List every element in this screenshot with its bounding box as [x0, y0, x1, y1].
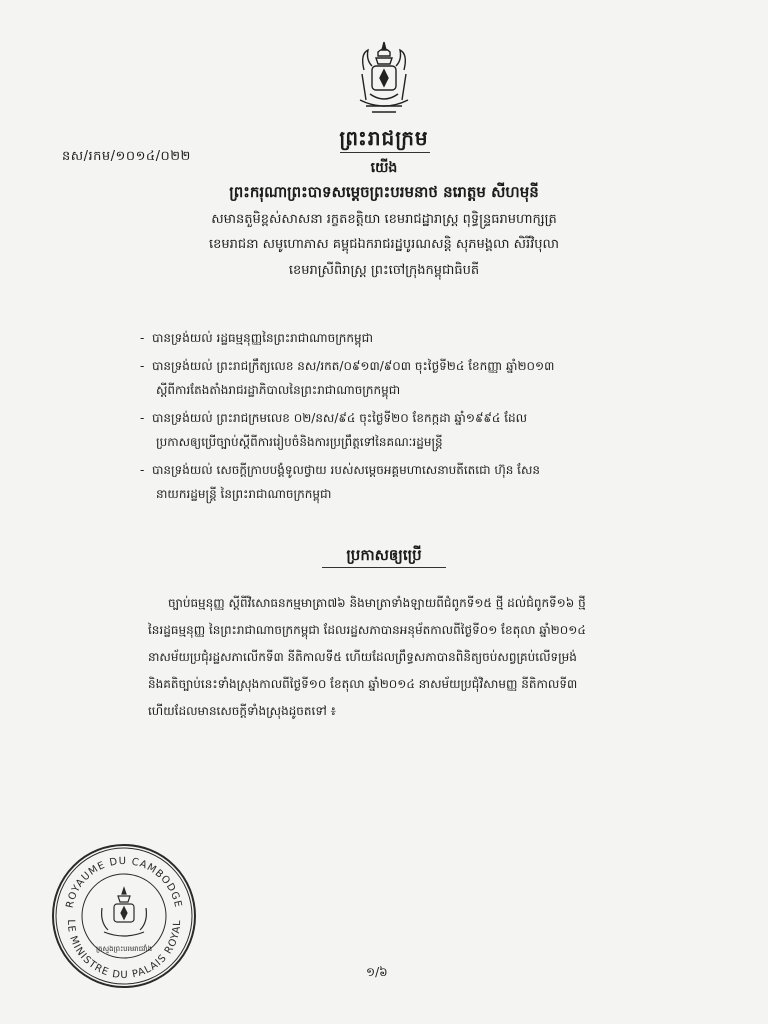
body-line: និងគតិច្បាប់នេះទាំងស្រុងកាលពីថ្ងៃទី១០ ខែតុលា ឆ្នាំ២០១៤ នាសម័យប្រជុំវិសាមញ្ញ នីតិកាលទី៣: [148, 677, 578, 691]
visa-item: [140, 354, 720, 402]
svg-text:ROYAUME DU CAMBODGE: ROYAUME DU CAMBODGE: [64, 855, 184, 910]
visa-text-continued: ស្តីពីការតែងតាំងរាជរដ្ឋាភិបាលនៃព្រះរាជាណាចក្រកម្ពុជា: [156, 383, 401, 397]
list-dash: -: [140, 331, 145, 345]
visa-text: បានទ្រង់យល់ រដ្ឋធម្មនុញ្ញនៃព្រះរាជាណាចក្រកម្ពុជា: [152, 331, 374, 345]
visa-text: បានទ្រង់យល់ ព្រះរាជក្រមលេខ ០២/នស/៩៤ ចុះថ្ងៃទី២០ ខែកក្កដា ឆ្នាំ១៩៩៤ ដែល: [152, 411, 528, 425]
visa-list: [140, 326, 720, 510]
document-number: នស/រកម/១០១៤/០២២: [62, 149, 191, 164]
title-underline: [340, 152, 430, 153]
section-underline: [322, 567, 446, 568]
svg-text:ក្រសួងព្រះបរមរាជវាំង: ក្រសួងព្រះបរមរាជវាំង: [95, 945, 153, 953]
visa-item: [140, 326, 720, 350]
body-paragraph: [148, 590, 708, 725]
document-subtitle: យើង: [370, 160, 398, 176]
list-dash: -: [140, 359, 145, 373]
svg-text:LE MINISTRE DU PALAIS ROYAL: LE MINISTRE DU PALAIS ROYAL: [64, 919, 184, 982]
page-number: ១/៦: [366, 965, 388, 979]
royal-titles-line-2: ខេមរាជនា សមូហោភាស គម្ពុជឯករាជរដ្ឋបូរណសន្តិ សុភមង្គលា សិរីវិបុលា: [208, 237, 560, 252]
body-line: ច្បាប់ធម្មនុញ្ញ ស្តីពីវិសោធនកម្មមាត្រា៧៦ និងមាត្រាទាំងឡាយពីជំពូកទី១៥ ថ្មី ដល់ជំពូកទី១៦ ថ្មី: [168, 596, 586, 610]
visa-item: [140, 406, 720, 454]
document-title: ព្រះរាជក្រម: [339, 126, 429, 150]
body-line: ហើយដែលមានសេចក្តីទាំងស្រុងដូចតទៅ ៖: [148, 704, 336, 718]
king-name-line: ព្រះករុណាព្រះបាទសម្តេចព្រះបរមនាថ នរោត្តម សីហមុនី: [229, 183, 539, 201]
list-dash: -: [140, 411, 145, 425]
official-seal-stamp: [50, 842, 198, 990]
body-line: នាសម័យប្រជុំរដ្ឋសភាលើកទី៣ នីតិកាលទី៥ ហើយដែលព្រឹទ្ធសភាបានពិនិត្យចប់សព្វគ្រប់លើទម្រង់: [148, 650, 577, 664]
body-line: នៃរដ្ឋធម្មនុញ្ញ នៃព្រះរាជាណាចក្រកម្ពុជា ដែលរដ្ឋសភាបានអនុម័តកាលពីថ្ងៃទី០១ ខែតុលា ឆ្នាំ២០១៤: [148, 623, 586, 637]
royal-titles-line-3: ខេមរាស្រីពិរាស្ត្រ ព្រះចៅក្រុងកម្ពុជាធិបតី: [288, 263, 480, 278]
royal-emblem-icon: [352, 40, 416, 118]
section-heading: ប្រកាសឲ្យប្រើ: [346, 546, 422, 564]
visa-text: បានទ្រង់យល់ សេចក្តីក្រាបបង្គំទូលថ្វាយ របស់សម្តេចអគ្គមហាសេនាបតីតេជោ ហ៊ុន សែន: [152, 463, 541, 477]
royal-titles-line-1: សមានតួមិខ្ពស់សាសនា រក្ខតខត្តិយា ខេមរាជដ្ឋារាស្ត្រ ពុទ្ធិន្ទ្រធរាមហាក្សត្រ: [211, 212, 557, 227]
visa-text: បានទ្រង់យល់ ព្រះរាជក្រឹត្យលេខ នស/រកត/០៩១៣/៩០៣ ចុះថ្ងៃទី២៤ ខែកញ្ញា ឆ្នាំ២០១៣: [152, 359, 555, 373]
visa-item: [140, 458, 720, 506]
visa-text-continued: ប្រកាសឲ្យប្រើច្បាប់ស្តីពីការរៀបចំនិងការប្រព្រឹត្តទៅនៃគណៈរដ្ឋមន្ត្រី: [156, 435, 443, 449]
visa-text-continued: នាយករដ្ឋមន្ត្រី នៃព្រះរាជាណាចក្រកម្ពុជា: [156, 487, 332, 501]
list-dash: -: [140, 463, 145, 477]
